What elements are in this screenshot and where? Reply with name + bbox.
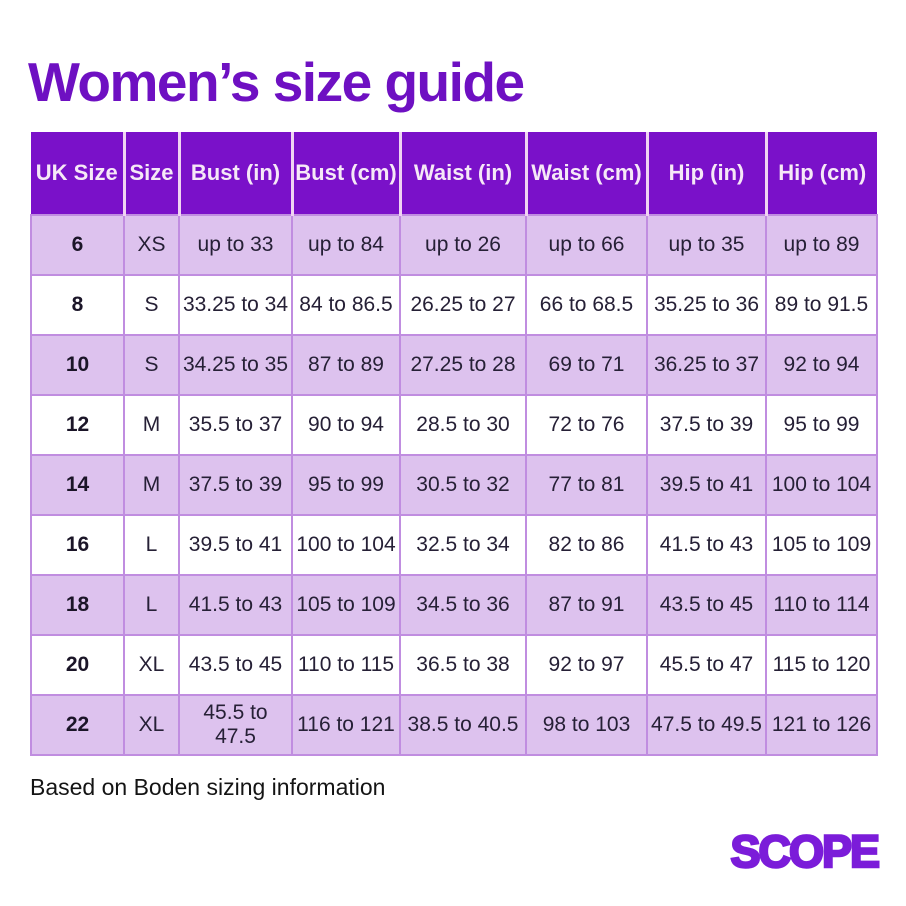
table-row	[31, 515, 877, 575]
table-row	[31, 455, 877, 515]
table-cell: 36.5 to 38	[400, 635, 526, 695]
table-cell: 26.25 to 27	[400, 275, 526, 335]
table-cell: 45.5 to 47	[647, 635, 766, 695]
footnote-text: Based on Boden sizing information	[30, 774, 386, 800]
table-cell: 6	[31, 215, 124, 275]
table-header-row	[31, 132, 877, 215]
table-cell: 27.25 to 28	[400, 335, 526, 395]
table-cell: 105 to 109	[292, 575, 400, 635]
table-cell: 14	[31, 455, 124, 515]
table-cell: 47.5 to 49.5	[647, 695, 766, 755]
table-cell: 66 to 68.5	[526, 275, 647, 335]
table-cell: 10	[31, 335, 124, 395]
table-cell: 33.25 to 34	[179, 275, 292, 335]
table-cell: 72 to 76	[526, 395, 647, 455]
column-header-hip-in: Hip (in)	[647, 132, 766, 215]
table-row	[31, 695, 877, 755]
table-cell: 37.5 to 39	[179, 455, 292, 515]
table-cell: XL	[124, 695, 179, 755]
page-title: Women’s size guide	[28, 51, 524, 113]
table-cell: 16	[31, 515, 124, 575]
table-cell: 39.5 to 41	[179, 515, 292, 575]
table-cell: XS	[124, 215, 179, 275]
table-row	[31, 575, 877, 635]
table-cell: 100 to 104	[766, 455, 877, 515]
table-cell: 20	[31, 635, 124, 695]
table-cell: 110 to 114	[766, 575, 877, 635]
table-cell: up to 26	[400, 215, 526, 275]
table-cell: 28.5 to 30	[400, 395, 526, 455]
table-cell: 92 to 94	[766, 335, 877, 395]
table-cell: 82 to 86	[526, 515, 647, 575]
table-cell: 115 to 120	[766, 635, 877, 695]
table-cell: M	[124, 455, 179, 515]
table-cell: 35.25 to 36	[647, 275, 766, 335]
table-cell: 37.5 to 39	[647, 395, 766, 455]
table-row	[31, 635, 877, 695]
table-cell: 110 to 115	[292, 635, 400, 695]
table-cell: up to 89	[766, 215, 877, 275]
table-cell: S	[124, 275, 179, 335]
table-cell: 43.5 to 45	[647, 575, 766, 635]
table-row	[31, 335, 877, 395]
table-cell: 38.5 to 40.5	[400, 695, 526, 755]
table-cell: 92 to 97	[526, 635, 647, 695]
table-cell: 116 to 121	[292, 695, 400, 755]
table-row	[31, 395, 877, 455]
table-cell: 34.5 to 36	[400, 575, 526, 635]
table-cell: up to 35	[647, 215, 766, 275]
table-cell: 95 to 99	[292, 455, 400, 515]
table-cell: 69 to 71	[526, 335, 647, 395]
table-cell: 43.5 to 45	[179, 635, 292, 695]
table-cell: 84 to 86.5	[292, 275, 400, 335]
table-cell: 95 to 99	[766, 395, 877, 455]
table-cell: XL	[124, 635, 179, 695]
column-header-bust-cm: Bust (cm)	[292, 132, 400, 215]
table-cell: 77 to 81	[526, 455, 647, 515]
size-guide-table	[30, 132, 878, 756]
column-header-uk-size: UK Size	[31, 132, 124, 215]
table-cell: 18	[31, 575, 124, 635]
table-cell: 8	[31, 275, 124, 335]
table-cell: 30.5 to 32	[400, 455, 526, 515]
table-cell: 90 to 94	[292, 395, 400, 455]
table-cell: 39.5 to 41	[647, 455, 766, 515]
table-cell: 41.5 to 43	[179, 575, 292, 635]
table-cell: 87 to 91	[526, 575, 647, 635]
table-row	[31, 275, 877, 335]
table-cell: 105 to 109	[766, 515, 877, 575]
table-cell: 12	[31, 395, 124, 455]
column-header-waist-in: Waist (in)	[400, 132, 526, 215]
table-cell: up to 33	[179, 215, 292, 275]
table-cell: 45.5 to 47.5	[179, 695, 292, 755]
table-cell: S	[124, 335, 179, 395]
scope-logo: SCOPE	[730, 826, 878, 877]
table-cell: up to 84	[292, 215, 400, 275]
table-cell: 35.5 to 37	[179, 395, 292, 455]
table-row	[31, 215, 877, 275]
table-cell: L	[124, 515, 179, 575]
table-cell: 41.5 to 43	[647, 515, 766, 575]
table-cell: 22	[31, 695, 124, 755]
table-cell: 32.5 to 34	[400, 515, 526, 575]
column-header-bust-in: Bust (in)	[179, 132, 292, 215]
table-cell: 98 to 103	[526, 695, 647, 755]
table-cell: L	[124, 575, 179, 635]
table-cell: up to 66	[526, 215, 647, 275]
table-cell: 89 to 91.5	[766, 275, 877, 335]
column-header-waist-cm: Waist (cm)	[526, 132, 647, 215]
column-header-hip-cm: Hip (cm)	[766, 132, 877, 215]
table-cell: 121 to 126	[766, 695, 877, 755]
table-cell: 100 to 104	[292, 515, 400, 575]
column-header-size: Size	[124, 132, 179, 215]
table-cell: M	[124, 395, 179, 455]
table-cell: 87 to 89	[292, 335, 400, 395]
table-cell: 36.25 to 37	[647, 335, 766, 395]
table-cell: 34.25 to 35	[179, 335, 292, 395]
